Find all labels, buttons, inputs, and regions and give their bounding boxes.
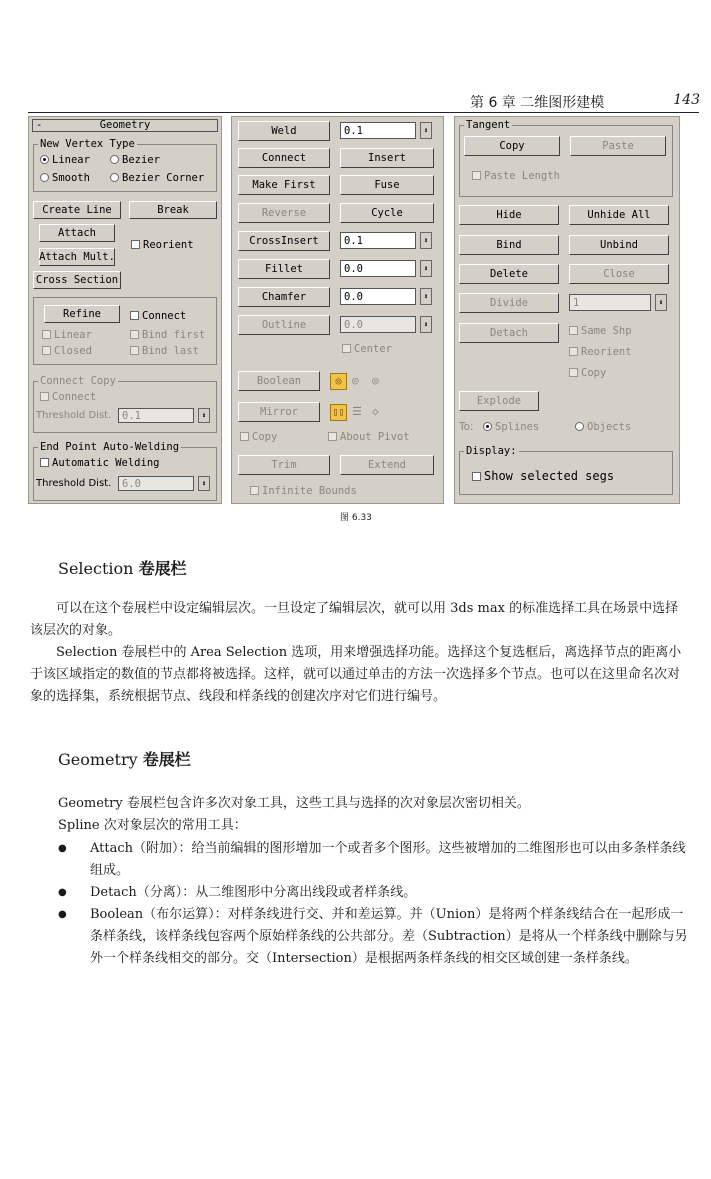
radio-splines[interactable] xyxy=(483,421,539,433)
spinner-icon[interactable]: ⬍ xyxy=(420,122,432,139)
spinner-icon[interactable]: ⬍ xyxy=(420,232,432,249)
checkbox-label: Reorient xyxy=(143,239,194,251)
figure-caption: 图 6.33 xyxy=(340,513,372,523)
intersection-icon[interactable]: ◎ xyxy=(372,374,379,387)
bind-button[interactable]: Bind xyxy=(459,235,559,255)
radio-off-icon xyxy=(110,155,119,164)
radio-linear[interactable] xyxy=(40,154,90,166)
crossinsert-button[interactable]: CrossInsert xyxy=(238,231,330,251)
threshold-label: Threshold Dist. xyxy=(36,478,112,489)
threshold-label: Threshold Dist. xyxy=(36,410,112,421)
checkbox-icon xyxy=(569,326,578,335)
chapter-title: 第 6 章 二维图形建模 xyxy=(470,95,605,111)
radio-label: Bezier Corner xyxy=(122,172,205,184)
header-rule xyxy=(28,112,699,113)
rollout-title: Geometry xyxy=(99,119,151,131)
radio-label: Splines xyxy=(495,421,540,433)
weld-button[interactable]: Weld xyxy=(238,121,330,141)
group-label: Tangent xyxy=(466,119,511,131)
spinner-icon[interactable]: ⬍ xyxy=(420,288,432,305)
fillet-input[interactable]: 0.0 xyxy=(340,260,416,277)
checkbox-icon xyxy=(42,330,51,339)
break-button[interactable]: Break xyxy=(129,201,217,219)
radio-bezier[interactable] xyxy=(110,154,160,166)
checkbox-label: Closed xyxy=(54,345,92,357)
checkbox-label: Copy xyxy=(581,367,607,379)
checkbox-icon xyxy=(472,472,481,481)
radio-off-icon xyxy=(110,173,119,182)
threshold-input[interactable]: 0.1 xyxy=(118,408,194,423)
group-label: Display: xyxy=(466,445,517,457)
spinner-icon[interactable]: ⬍ xyxy=(655,294,667,311)
radio-on-icon xyxy=(483,422,492,431)
detach-button[interactable]: Detach xyxy=(459,323,559,343)
geometry-panel-left xyxy=(28,116,222,504)
refine-button[interactable]: Refine xyxy=(44,305,120,323)
mirror-vertical-icon[interactable]: ☰ xyxy=(352,405,362,418)
attach-button[interactable]: Attach xyxy=(39,224,115,242)
attach-mult-button[interactable]: Attach Mult. xyxy=(39,248,115,266)
fuse-button[interactable]: Fuse xyxy=(340,175,434,195)
section-heading-selection xyxy=(58,556,187,579)
refine-group xyxy=(33,297,217,365)
heading-zh: 卷展栏 xyxy=(138,559,187,578)
list-item: ● Attach（附加）：给当前编辑的图形增加一个或者多个图形。这些被增加的二维图形也可以由多条样条线组成。 xyxy=(58,838,690,882)
spinner-icon[interactable]: ⬍ xyxy=(198,408,210,423)
geometry-panel-middle xyxy=(231,116,444,504)
insert-button[interactable]: Insert xyxy=(340,148,434,168)
checkbox-label: Automatic Welding xyxy=(52,457,160,469)
checkbox-label: Paste Length xyxy=(484,170,560,182)
extend-button[interactable]: Extend xyxy=(340,455,434,475)
collapse-icon[interactable]: - xyxy=(36,119,43,131)
checkbox-label: Copy xyxy=(252,431,278,443)
paste-length-checkbox[interactable] xyxy=(472,170,560,182)
heading-zh: 卷展栏 xyxy=(142,750,191,769)
checkbox-icon xyxy=(342,344,351,353)
radio-off-icon xyxy=(40,173,49,182)
new-vertex-type-group xyxy=(33,138,217,192)
bind-last-checkbox[interactable] xyxy=(130,345,199,357)
copy-checkbox[interactable] xyxy=(569,367,606,379)
radio-label: Smooth xyxy=(52,172,90,184)
checkbox-icon xyxy=(42,346,51,355)
section-heading-geometry xyxy=(58,747,191,770)
create-line-button[interactable]: Create Line xyxy=(33,201,121,219)
tangent-group xyxy=(459,119,673,197)
tangent-copy-button[interactable]: Copy xyxy=(464,136,560,156)
infinite-bounds-checkbox[interactable] xyxy=(250,485,357,497)
radio-label: Objects xyxy=(587,421,632,433)
geometry-paragraph-2: Spline 次对象层次的常用工具： xyxy=(58,818,247,833)
heading-en: Geometry xyxy=(58,750,138,769)
delete-button[interactable]: Delete xyxy=(459,264,559,284)
group-label: New Vertex Type xyxy=(40,138,135,150)
group-label: Connect Copy xyxy=(40,375,116,387)
checkbox-icon xyxy=(569,347,578,356)
connect-copy-checkbox[interactable] xyxy=(40,391,96,403)
bind-first-checkbox[interactable] xyxy=(130,329,205,341)
divide-button[interactable]: Divide xyxy=(459,293,559,313)
checkbox-icon xyxy=(250,486,259,495)
radio-label: Linear xyxy=(52,154,90,166)
connect-checkbox[interactable] xyxy=(130,310,186,322)
unhide-all-button[interactable]: Unhide All xyxy=(569,205,669,225)
checkbox-label: Reorient xyxy=(581,346,632,358)
copy-checkbox[interactable] xyxy=(240,431,277,443)
same-shp-checkbox[interactable] xyxy=(569,325,632,337)
checkbox-label: Connect xyxy=(142,310,187,322)
checkbox-label: Center xyxy=(354,343,392,355)
automatic-welding-checkbox[interactable] xyxy=(40,457,159,469)
boolean-button[interactable]: Boolean xyxy=(238,371,320,391)
geometry-paragraph-1: Geometry 卷展栏包含许多次对象工具，这些工具与选择的次对象层次密切相关。 xyxy=(58,796,530,811)
divide-input[interactable]: 1 xyxy=(569,294,651,311)
selection-paragraph-1: 可以在这个卷展栏中设定编辑层次。一旦设定了编辑层次，就可以用 3ds max 的标准选择工具在场景中选择该层次的对象。 xyxy=(30,601,679,638)
rollout-title-bar[interactable] xyxy=(32,119,218,132)
heading-en: Selection xyxy=(58,559,134,578)
explode-button[interactable]: Explode xyxy=(459,391,539,411)
threshold-input[interactable]: 6.0 xyxy=(118,476,194,491)
radio-on-icon xyxy=(40,155,49,164)
page-header xyxy=(470,92,700,112)
subtraction-icon[interactable]: ◎ xyxy=(352,374,359,387)
checkbox-icon xyxy=(472,171,481,180)
mirror-both-icon[interactable]: ◇ xyxy=(372,405,379,418)
spinner-icon[interactable]: ⬍ xyxy=(420,316,432,333)
group-label: End Point Auto-Welding xyxy=(40,441,180,453)
checkbox-label: About Pivot xyxy=(340,431,410,443)
radio-smooth[interactable] xyxy=(40,172,90,184)
center-checkbox[interactable] xyxy=(342,343,392,355)
checkbox-icon xyxy=(328,432,337,441)
make-first-button[interactable]: Make First xyxy=(238,175,330,195)
end-point-welding-group xyxy=(33,441,217,501)
union-icon[interactable]: ◎ xyxy=(330,373,347,390)
mirror-button[interactable]: Mirror xyxy=(238,402,320,422)
checkbox-icon xyxy=(130,330,139,339)
show-selected-segs-checkbox[interactable] xyxy=(472,469,614,483)
fillet-button[interactable]: Fillet xyxy=(238,259,330,279)
reorient-checkbox[interactable] xyxy=(131,239,194,251)
close-button[interactable]: Close xyxy=(569,264,669,284)
spinner-icon[interactable]: ⬍ xyxy=(420,260,432,277)
selection-paragraph-2: Selection 卷展栏中的 Area Selection 选项，用来增强选择功能。选择这个复选框后，离选择节点的距离小于该区域指定的数值的节点都将被选择。这样，就可以通过单击的方法一次选择多个节点。也可以在这里命名次对象的选择集，系统根据节点、线段和样条线的创建次序对它们进行编号。 xyxy=(30,645,682,704)
cycle-button[interactable]: Cycle xyxy=(340,203,434,223)
trim-button[interactable]: Trim xyxy=(238,455,330,475)
linear-checkbox[interactable] xyxy=(42,329,92,341)
tangent-paste-button[interactable]: Paste xyxy=(570,136,666,156)
connect-copy-group xyxy=(33,375,217,433)
radio-objects[interactable] xyxy=(575,421,631,433)
cross-section-button[interactable]: Cross Section xyxy=(33,271,121,289)
checkbox-label: Bind first xyxy=(142,329,206,341)
closed-checkbox[interactable] xyxy=(42,345,92,357)
weld-input[interactable]: 0.1 xyxy=(340,122,416,139)
checkbox-icon xyxy=(130,311,139,320)
mirror-horizontal-icon[interactable]: ▯▯ xyxy=(330,404,347,421)
unbind-button[interactable]: Unbind xyxy=(569,235,669,255)
page-number: 143 xyxy=(673,92,700,108)
checkbox-label: Linear xyxy=(54,329,92,341)
connect-button[interactable]: Connect xyxy=(238,148,330,168)
checkbox-label: Infinite Bounds xyxy=(262,485,357,497)
chamfer-input[interactable]: 0.0 xyxy=(340,288,416,305)
reorient-checkbox[interactable] xyxy=(569,346,632,358)
checkbox-icon xyxy=(40,458,49,467)
display-group xyxy=(459,445,673,495)
spinner-icon[interactable]: ⬍ xyxy=(198,476,210,491)
checkbox-label: Same Shp xyxy=(581,325,632,337)
hide-button[interactable]: Hide xyxy=(459,205,559,225)
radio-bezier-corner[interactable] xyxy=(110,172,204,184)
crossinsert-input[interactable]: 0.1 xyxy=(340,232,416,249)
list-item: ● Detach（分离）：从二维图形中分离出线段或者样条线。 xyxy=(58,882,690,904)
radio-off-icon xyxy=(575,422,584,431)
checkbox-icon xyxy=(569,368,578,377)
outline-input[interactable]: 0.0 xyxy=(340,316,416,333)
reverse-button[interactable]: Reverse xyxy=(238,203,330,223)
checkbox-label: Connect xyxy=(52,391,97,403)
checkbox-icon xyxy=(130,346,139,355)
geometry-panel-right xyxy=(454,116,680,504)
checkbox-label: Show selected segs xyxy=(484,469,615,483)
about-pivot-checkbox[interactable] xyxy=(328,431,410,443)
checkbox-icon xyxy=(40,392,49,401)
radio-label: Bezier xyxy=(122,154,160,166)
explode-to-label: To: xyxy=(459,421,474,433)
checkbox-icon xyxy=(240,432,249,441)
tool-list xyxy=(58,838,690,970)
checkbox-label: Bind last xyxy=(142,345,199,357)
chamfer-button[interactable]: Chamfer xyxy=(238,287,330,307)
outline-button[interactable]: Outline xyxy=(238,315,330,335)
list-item: ● Boolean（布尔运算）：对样条线进行交、并和差运算。并（Union）是将两个样条线结合在一起形成一条样条线，该样条线包容两个原始样条线的公共部分。差（Subtraction）是将从一个样条线中删除与另外一个样条线相交的部分。交（Intersection）是根据两条样条线的相交区域创建一条样条线。 xyxy=(58,904,690,970)
checkbox-icon xyxy=(131,240,140,249)
